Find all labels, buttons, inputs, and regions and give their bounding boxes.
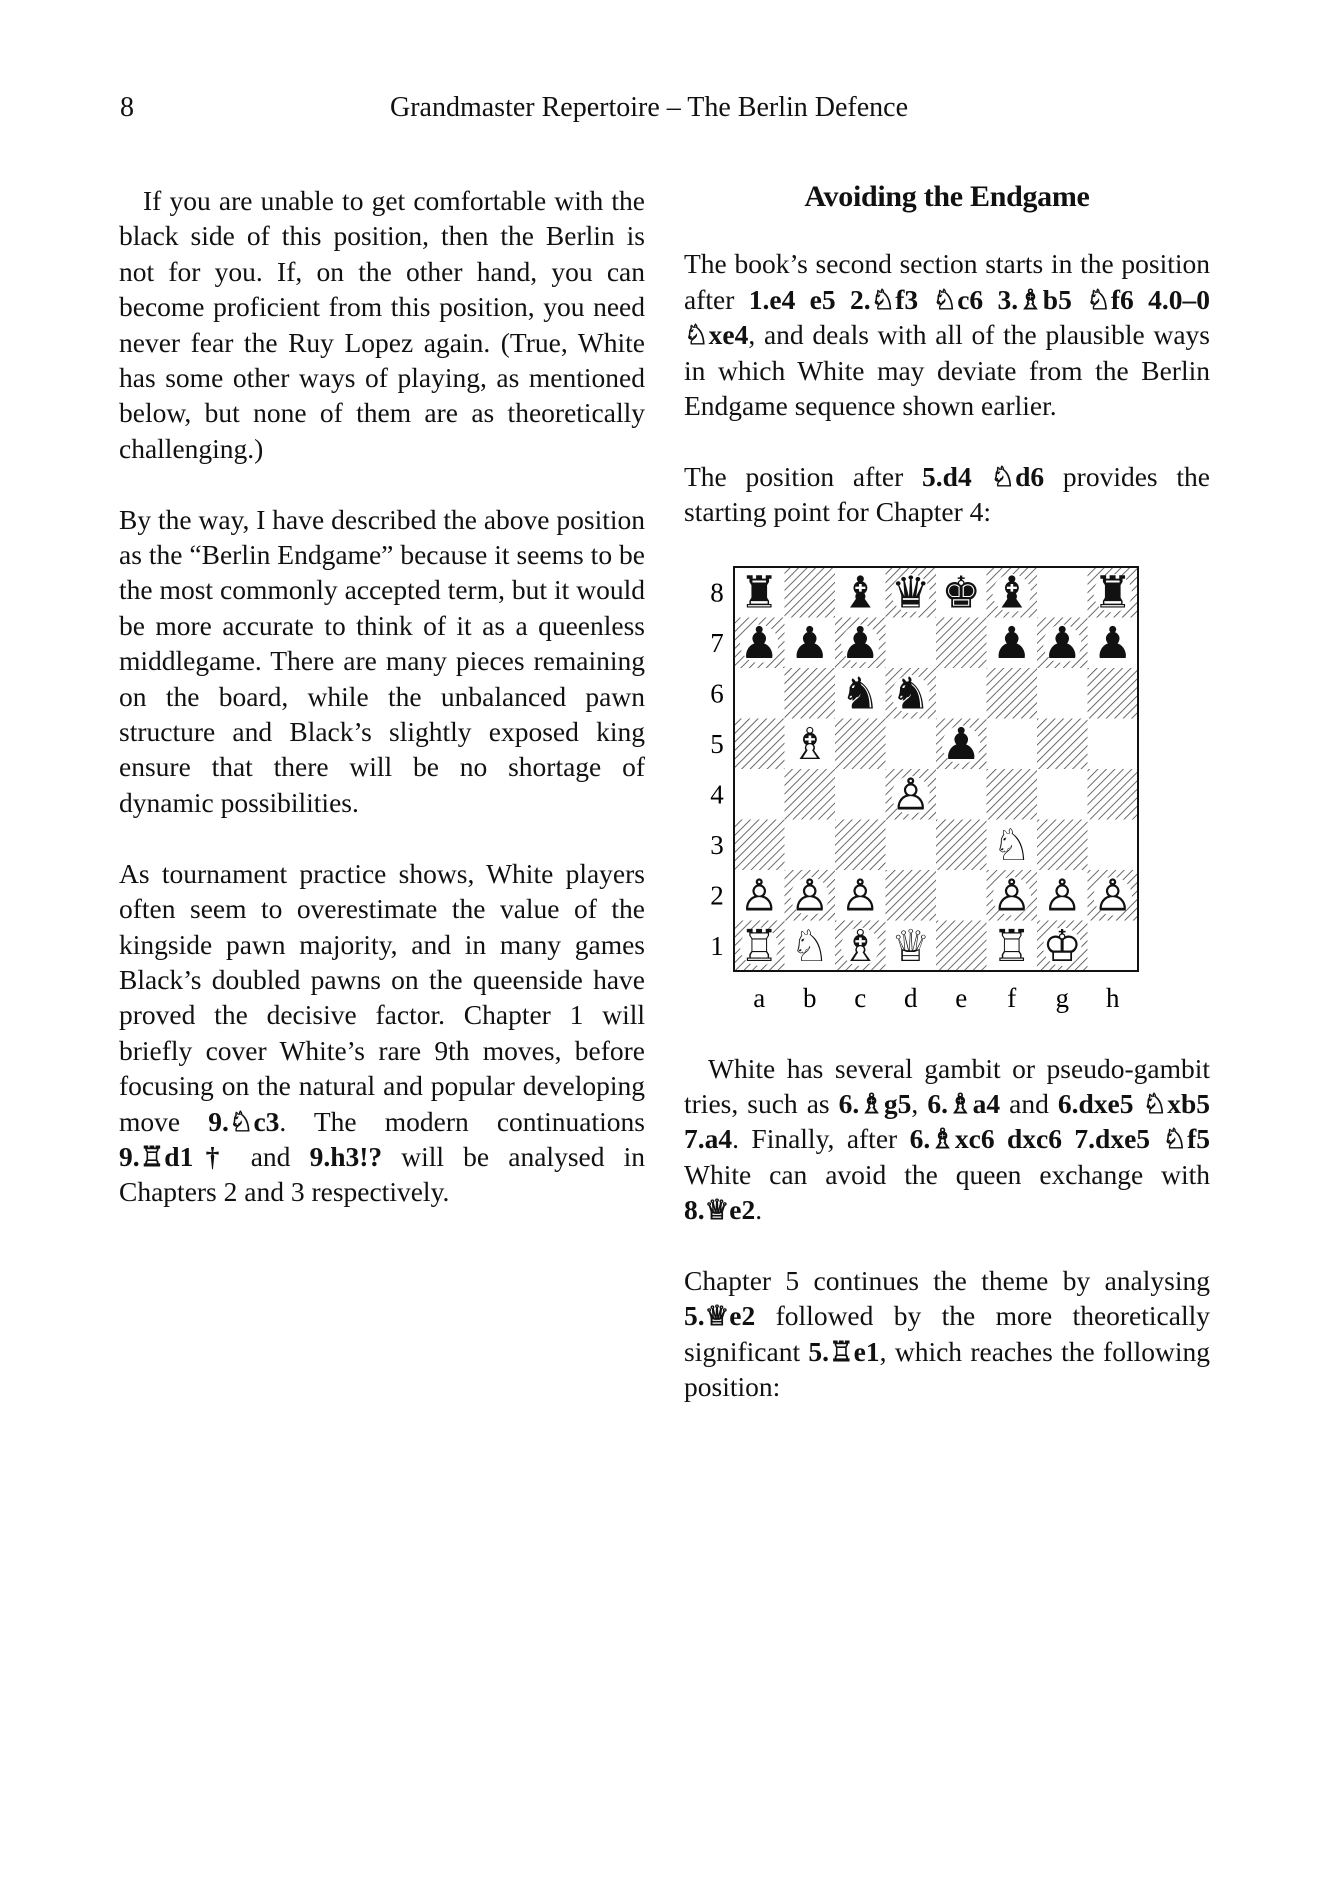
white-pawn-icon: ♙ xyxy=(1093,869,1133,921)
page-number: 8 xyxy=(120,92,134,123)
white-pawn-icon: ♙ xyxy=(1042,869,1082,921)
black-bishop-icon: ♝ xyxy=(992,566,1032,618)
white-king-icon: ♔ xyxy=(1042,920,1082,972)
black-pawn-icon: ♟ xyxy=(739,617,779,669)
white-pawn-icon: ♙ xyxy=(992,869,1032,921)
dark-square xyxy=(785,567,836,618)
light-square xyxy=(1037,769,1088,820)
section-heading: Avoiding the Endgame xyxy=(804,180,1090,213)
dark-square xyxy=(936,819,987,870)
light-square xyxy=(1088,920,1139,971)
rank-label: 1 xyxy=(710,930,724,961)
black-knight-icon: ♞ xyxy=(891,667,931,719)
black-bishop-icon: ♝ xyxy=(840,566,880,618)
rank-label: 8 xyxy=(710,576,724,607)
white-pawn-icon: ♙ xyxy=(891,768,931,820)
light-square xyxy=(936,769,987,820)
dark-square xyxy=(987,769,1038,820)
dark-square xyxy=(936,617,987,668)
paragraph xyxy=(684,459,1210,530)
dark-square xyxy=(734,819,785,870)
move-notation: 6.♗g5 xyxy=(838,1088,912,1120)
dark-square xyxy=(734,718,785,769)
text-run: followed by the more theoretically significant xyxy=(684,1300,1210,1367)
dark-square xyxy=(785,668,836,719)
right-column xyxy=(684,180,1210,1405)
paragraph xyxy=(684,246,1210,423)
file-label: g xyxy=(1055,982,1069,1013)
light-square xyxy=(987,718,1038,769)
text-run: provides the starting point for Chapter 4: xyxy=(684,460,1210,528)
black-rook-icon: ♜ xyxy=(739,566,779,618)
light-square xyxy=(1037,668,1088,719)
black-pawn-icon: ♟ xyxy=(1093,617,1133,669)
rank-label: 5 xyxy=(710,728,724,759)
white-knight-icon: ♘ xyxy=(790,920,830,972)
file-label: f xyxy=(1007,982,1017,1013)
move-notation: 9.h3!? xyxy=(309,1140,383,1172)
running-title: Grandmaster Repertoire – The Berlin Defence xyxy=(390,92,909,123)
dark-square xyxy=(1037,819,1088,870)
move-notation: 1.e4 e5 2.♘f3 ♘c6 3.♗b5 ♘f6 4.0–0 ♘xe4 xyxy=(684,283,1210,351)
white-bishop-icon: ♗ xyxy=(790,718,830,770)
black-pawn-icon: ♟ xyxy=(790,617,830,669)
rank-label: 4 xyxy=(710,778,724,809)
dark-square xyxy=(785,769,836,820)
black-knight-icon: ♞ xyxy=(840,667,880,719)
white-bishop-icon: ♗ xyxy=(840,920,880,972)
black-pawn-icon: ♟ xyxy=(1042,617,1082,669)
black-pawn-icon: ♟ xyxy=(992,617,1032,669)
move-notation: 9.♘c3 xyxy=(208,1105,280,1137)
text-run: The position after xyxy=(684,460,923,492)
move-notation: 5.♖e1 xyxy=(808,1335,880,1367)
paragraph xyxy=(684,1051,1210,1228)
chess-board xyxy=(684,563,1210,1023)
file-label: e xyxy=(955,982,968,1013)
white-pawn-icon: ♙ xyxy=(739,869,779,921)
dark-square xyxy=(936,920,987,971)
move-notation: 9.♖d1† xyxy=(119,1140,232,1172)
move-notation: 5.♕e2 xyxy=(684,1300,756,1332)
dark-square xyxy=(987,668,1038,719)
light-square xyxy=(1037,567,1088,618)
text-run: and xyxy=(231,1140,310,1172)
left-column xyxy=(119,183,645,1210)
text-run: , xyxy=(911,1088,928,1120)
white-queen-icon: ♕ xyxy=(891,920,931,972)
paragraph xyxy=(684,1263,1210,1405)
text-run: As tournament practice shows, White players often seem to overestimate the value of the kingside pawn majority, and in many games Black’s doubled pawns on the queenside have proved the decisive factor. Chapter 1 will briefly cover White’s rare 9th moves, before focusing on the natural and popular developing move xyxy=(119,857,645,1137)
dark-square xyxy=(1088,769,1139,820)
rank-label: 2 xyxy=(710,879,724,910)
light-square xyxy=(734,668,785,719)
chess-diagram xyxy=(684,563,1210,1023)
text-run: White can avoid the queen exchange with xyxy=(684,1158,1210,1190)
move-notation: 6.dxe5 ♘xb5 7.a4 xyxy=(684,1088,1210,1155)
file-label: b xyxy=(803,982,817,1013)
dark-square xyxy=(835,819,886,870)
rank-label: 7 xyxy=(710,627,724,658)
light-square xyxy=(936,668,987,719)
file-label: h xyxy=(1106,982,1120,1013)
move-notation: 6.♗xc6 dxc6 7.dxe5 ♘f5 xyxy=(909,1123,1210,1155)
move-notation: 5.d4 ♘d6 xyxy=(922,460,1045,492)
text-run: and xyxy=(1000,1088,1058,1120)
rank-label: 3 xyxy=(710,829,724,860)
light-square xyxy=(1088,718,1139,769)
dark-square xyxy=(1088,668,1139,719)
white-rook-icon: ♖ xyxy=(992,920,1032,972)
light-square xyxy=(785,819,836,870)
light-square xyxy=(734,769,785,820)
light-square xyxy=(936,870,987,921)
paragraph: By the way, I have described the above position as the “Berlin Endgame” because it seems to be the most commonly accepted term, but it would be more accurate to think of it as a queenless middlegame. There are many pieces remaining on the board, while the unbalanced pawn structure and Black’s slightly exposed king ensure that there will be no shortage of dynamic possibilities. xyxy=(119,503,645,818)
dark-square xyxy=(835,718,886,769)
file-label: a xyxy=(753,982,766,1013)
running-header xyxy=(0,92,1339,132)
light-square xyxy=(1088,819,1139,870)
dark-square xyxy=(886,870,937,921)
text-run: The book’s second section starts in the position after xyxy=(684,248,1210,315)
text-run: . xyxy=(755,1194,763,1226)
text-run: , and deals with all of the plausible ways in which White may deviate from the Berlin Endgame sequence shown earlier. xyxy=(684,319,1210,422)
white-knight-icon: ♘ xyxy=(992,819,1032,871)
text-run: will be analysed in Chapters 2 and 3 respectively. xyxy=(119,1140,645,1208)
light-square xyxy=(886,819,937,870)
file-label: c xyxy=(854,982,867,1013)
text-run: , which reaches the following position: xyxy=(684,1335,1210,1403)
black-pawn-icon: ♟ xyxy=(840,617,880,669)
text-run: White has several gambit or pseudo-gambit tries, such as xyxy=(684,1052,1210,1120)
white-rook-icon: ♖ xyxy=(739,920,779,972)
text-run: Chapter 5 continues the theme by analysing xyxy=(684,1265,1210,1297)
black-pawn-icon: ♟ xyxy=(941,718,981,770)
move-notation: 6.♗a4 xyxy=(927,1088,1001,1120)
paragraph: If you are unable to get comfortable with the black side of this position, then the Berlin is not for you. If, on the other hand, you can become proficient from this position, you need never fear the Ruy Lopez again. (True, White has some other ways of playing, as mentioned below, but none of them are as theoretically challenging.) xyxy=(119,185,645,464)
rank-label: 6 xyxy=(710,677,724,708)
text-run: . Finally, after xyxy=(732,1123,910,1155)
black-rook-icon: ♜ xyxy=(1093,566,1133,618)
file-label: d xyxy=(904,982,918,1013)
white-pawn-icon: ♙ xyxy=(840,869,880,921)
light-square xyxy=(886,718,937,769)
white-pawn-icon: ♙ xyxy=(790,869,830,921)
dark-square xyxy=(1037,718,1088,769)
black-queen-icon: ♛ xyxy=(891,566,931,618)
light-square xyxy=(835,769,886,820)
black-king-icon: ♚ xyxy=(941,566,981,618)
light-square xyxy=(886,617,937,668)
text-run: . The modern continuations xyxy=(279,1105,645,1137)
move-notation: 8.♕e2 xyxy=(684,1194,756,1226)
paragraph xyxy=(119,856,645,1210)
